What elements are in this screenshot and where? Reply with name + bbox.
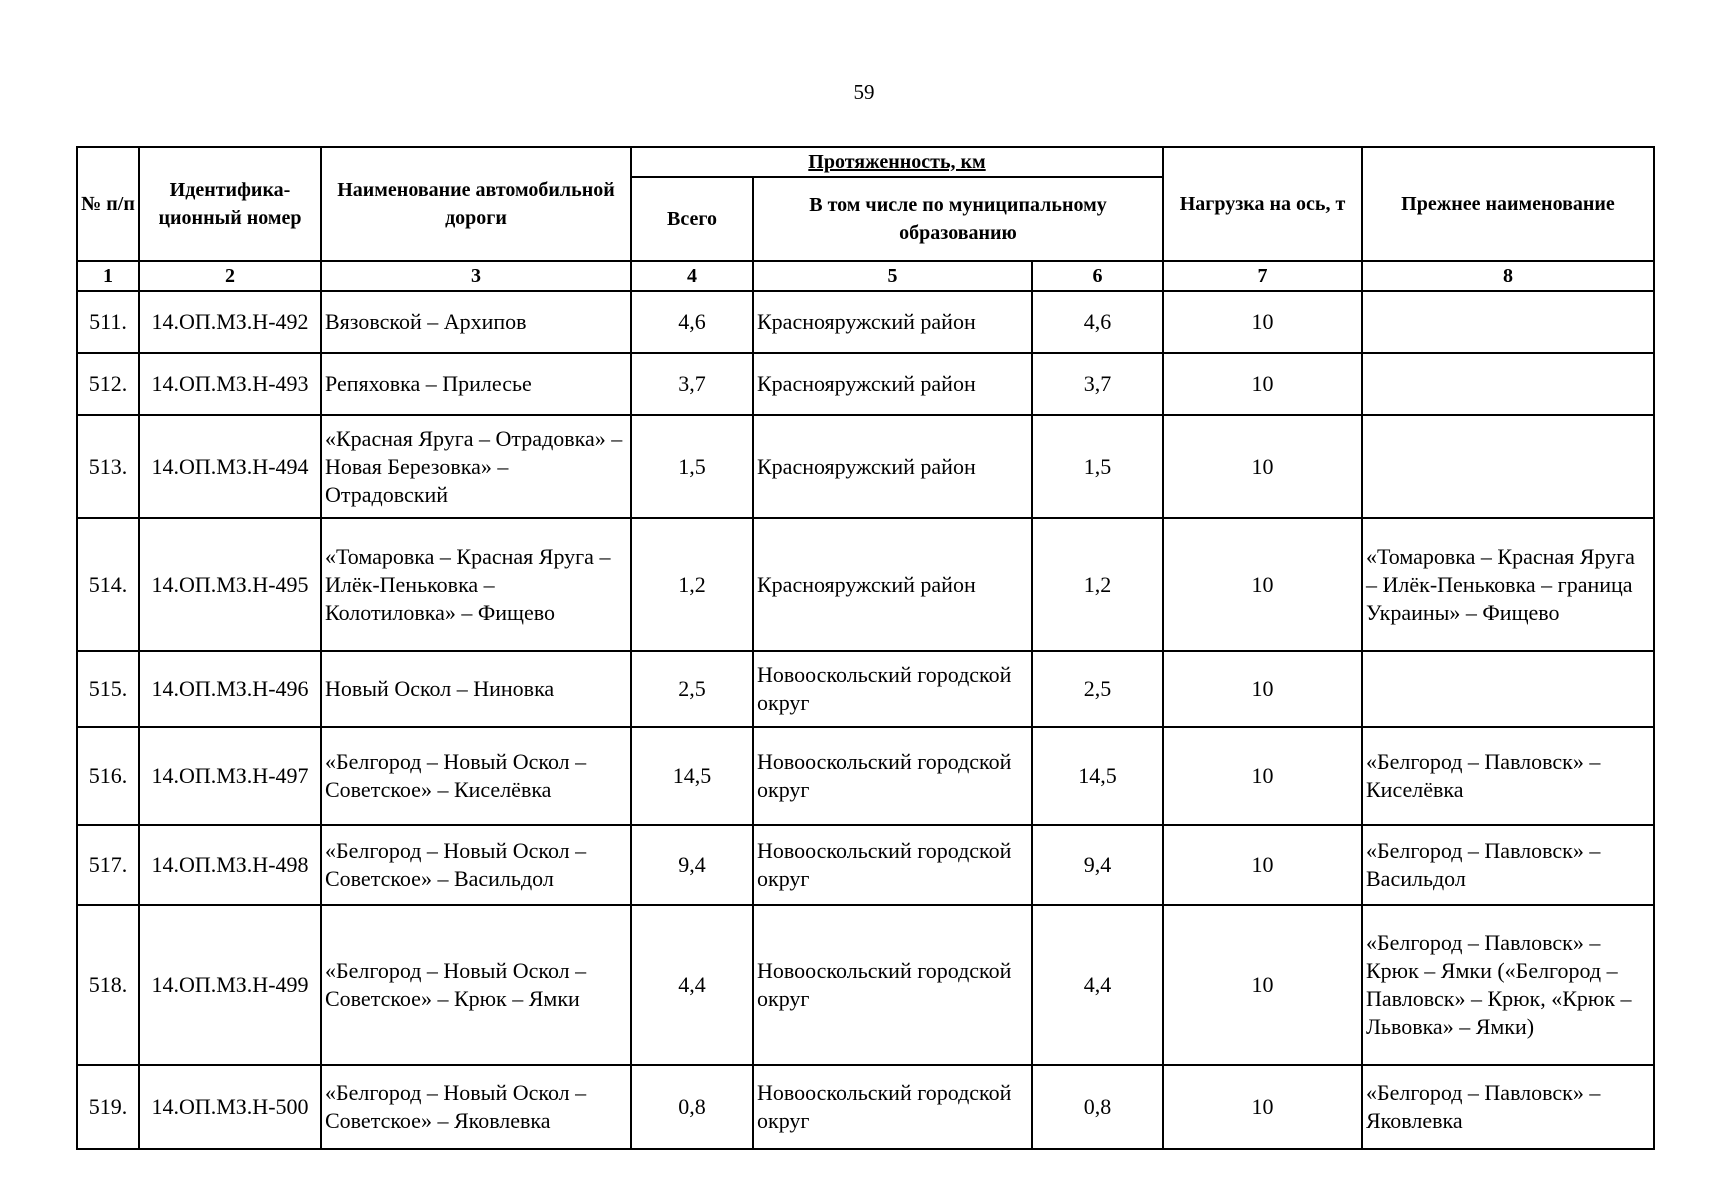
row-name: «Белгород – Новый Оскол – Советское» – Киселёвка [321, 727, 631, 825]
row-total: 2,5 [631, 651, 753, 727]
row-id: 14.ОП.МЗ.Н-495 [139, 518, 321, 651]
row-name: Новый Оскол – Ниновка [321, 651, 631, 727]
row-num: 517. [77, 825, 139, 905]
row-former [1362, 415, 1654, 518]
row-total: 1,2 [631, 518, 753, 651]
table-row [77, 353, 1654, 415]
row-num: 519. [77, 1065, 139, 1149]
row-total: 4,4 [631, 905, 753, 1065]
row-num: 516. [77, 727, 139, 825]
header-col-number: 6 [1032, 261, 1163, 291]
table-row [77, 651, 1654, 727]
row-name: Вязовской – Архипов [321, 291, 631, 353]
row-name: «Белгород – Новый Оскол – Советское» – Яковлевка [321, 1065, 631, 1149]
table-row [77, 415, 1654, 518]
row-municipality: Новооскольский городской округ [753, 1065, 1032, 1149]
row-load: 10 [1163, 353, 1362, 415]
row-total: 0,8 [631, 1065, 753, 1149]
row-municipal-length: 3,7 [1032, 353, 1163, 415]
table-row [77, 291, 1654, 353]
row-id: 14.ОП.МЗ.Н-497 [139, 727, 321, 825]
row-total: 9,4 [631, 825, 753, 905]
header-col-number: 1 [77, 261, 139, 291]
row-id: 14.ОП.МЗ.Н-498 [139, 825, 321, 905]
row-id: 14.ОП.МЗ.Н-493 [139, 353, 321, 415]
row-load: 10 [1163, 727, 1362, 825]
header-num: № п/п [77, 147, 139, 261]
row-load: 10 [1163, 651, 1362, 727]
row-former [1362, 353, 1654, 415]
row-id: 14.ОП.МЗ.Н-494 [139, 415, 321, 518]
row-name: «Белгород – Новый Оскол – Советское» – Крюк – Ямки [321, 905, 631, 1065]
row-name: «Белгород – Новый Оскол – Советское» – Васильдол [321, 825, 631, 905]
row-municipal-length: 9,4 [1032, 825, 1163, 905]
roads-table [76, 146, 1655, 1150]
header-col-number: 8 [1362, 261, 1654, 291]
row-municipal-length: 0,8 [1032, 1065, 1163, 1149]
row-load: 10 [1163, 1065, 1362, 1149]
table-row [77, 825, 1654, 905]
row-id: 14.ОП.МЗ.Н-500 [139, 1065, 321, 1149]
row-num: 514. [77, 518, 139, 651]
row-municipal-length: 1,5 [1032, 415, 1163, 518]
table-row [77, 518, 1654, 651]
header-col-number: 2 [139, 261, 321, 291]
row-load: 10 [1163, 415, 1362, 518]
row-municipality: Новооскольский городской округ [753, 905, 1032, 1065]
row-load: 10 [1163, 905, 1362, 1065]
row-former: «Белгород – Павловск» – Яковлевка [1362, 1065, 1654, 1149]
table-row [77, 905, 1654, 1065]
row-total: 3,7 [631, 353, 753, 415]
table-row [77, 1065, 1654, 1149]
header-including: В том числе по муниципальному образованию [753, 177, 1163, 261]
row-former: «Белгород – Павловск» – Васильдол [1362, 825, 1654, 905]
header-former: Прежнее наименование [1362, 147, 1654, 261]
header-length: Протяженность, км [631, 147, 1163, 177]
row-num: 512. [77, 353, 139, 415]
row-municipal-length: 2,5 [1032, 651, 1163, 727]
row-load: 10 [1163, 518, 1362, 651]
row-former: «Белгород – Павловск» – Киселёвка [1362, 727, 1654, 825]
header-id: Идентифика-ционный номер [139, 147, 321, 261]
row-total: 1,5 [631, 415, 753, 518]
row-num: 518. [77, 905, 139, 1065]
row-municipality: Новооскольский городской округ [753, 825, 1032, 905]
header-col-number: 4 [631, 261, 753, 291]
row-num: 513. [77, 415, 139, 518]
row-municipality: Краснояружский район [753, 291, 1032, 353]
header-name: Наименование автомобильной дороги [321, 147, 631, 261]
table-row [77, 727, 1654, 825]
row-name: «Красная Яруга – Отрадовка» – Новая Березовка» – Отрадовский [321, 415, 631, 518]
row-name: Репяховка – Прилесье [321, 353, 631, 415]
row-id: 14.ОП.МЗ.Н-496 [139, 651, 321, 727]
header-col-number: 3 [321, 261, 631, 291]
header-total: Всего [631, 177, 753, 261]
row-former: «Томаровка – Красная Яруга – Илёк-Пеньковка – граница Украины» – Фищево [1362, 518, 1654, 651]
row-former: «Белгород – Павловск» – Крюк – Ямки («Белгород – Павловск» – Крюк, «Крюк – Львовка» – Ямки) [1362, 905, 1654, 1065]
row-municipality: Краснояружский район [753, 353, 1032, 415]
row-municipal-length: 1,2 [1032, 518, 1163, 651]
row-municipality: Новооскольский городской округ [753, 651, 1032, 727]
row-municipality: Краснояружский район [753, 518, 1032, 651]
page-number: 59 [853, 80, 875, 104]
row-load: 10 [1163, 825, 1362, 905]
row-total: 4,6 [631, 291, 753, 353]
row-name: «Томаровка – Красная Яруга – Илёк-Пеньковка – Колотиловка» – Фищево [321, 518, 631, 651]
row-num: 511. [77, 291, 139, 353]
row-municipality: Новооскольский городской округ [753, 727, 1032, 825]
header-col-number: 5 [753, 261, 1032, 291]
row-id: 14.ОП.МЗ.Н-499 [139, 905, 321, 1065]
row-municipal-length: 14,5 [1032, 727, 1163, 825]
row-former [1362, 651, 1654, 727]
row-id: 14.ОП.МЗ.Н-492 [139, 291, 321, 353]
row-former [1362, 291, 1654, 353]
row-municipality: Краснояружский район [753, 415, 1032, 518]
row-load: 10 [1163, 291, 1362, 353]
row-municipal-length: 4,6 [1032, 291, 1163, 353]
header-col-number: 7 [1163, 261, 1362, 291]
row-municipal-length: 4,4 [1032, 905, 1163, 1065]
row-num: 515. [77, 651, 139, 727]
row-total: 14,5 [631, 727, 753, 825]
header-load: Нагрузка на ось, т [1163, 147, 1362, 261]
